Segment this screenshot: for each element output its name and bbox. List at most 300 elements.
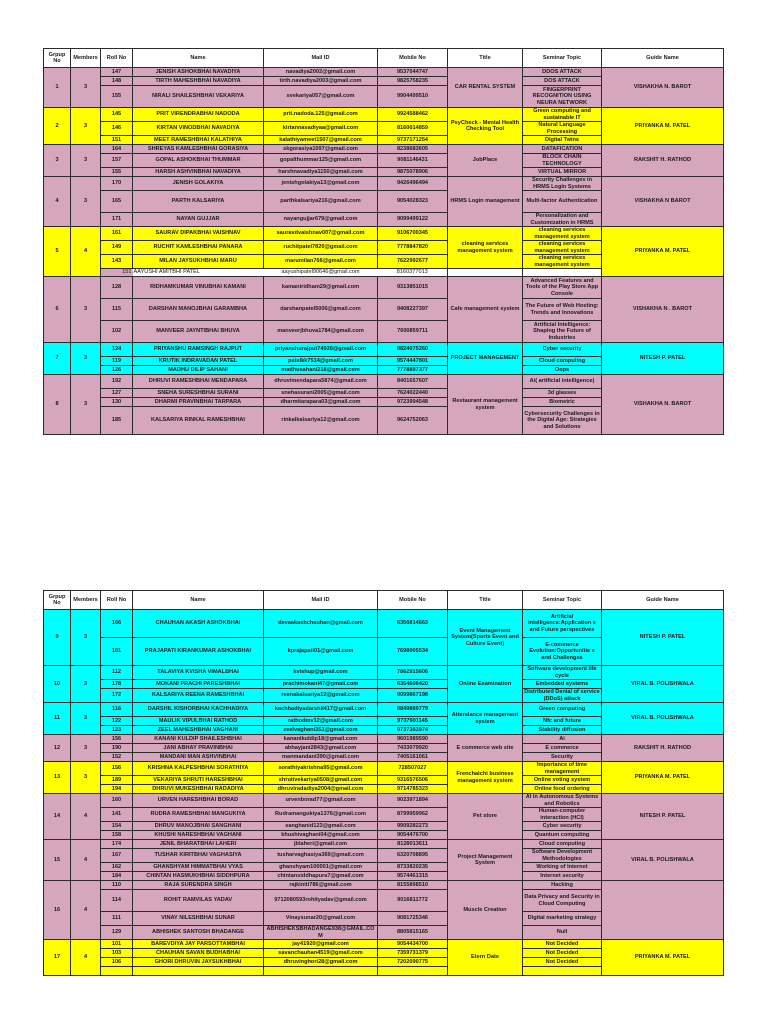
row-mail: snehasurani2005@gmail.com <box>264 389 378 398</box>
group-members: 4 <box>71 940 101 976</box>
row-topic: Software Development Methodologies <box>523 849 602 863</box>
header-mobile: Mobile No <box>378 49 448 68</box>
row-roll: 115 <box>101 299 133 321</box>
row-mobile: 7778847820 <box>378 241 448 255</box>
group-title: Restaurant management system <box>448 375 523 435</box>
group-guide <box>602 881 724 940</box>
row-name: KRISHNA KALPESHBHAI SORATHIYA <box>133 762 264 776</box>
row-topic: Natural Language Processing <box>523 122 602 136</box>
row-mobile: 9574447801 <box>378 357 448 366</box>
row-name: GHORI DHRUVIN JAYSUKHBHAI <box>133 958 264 967</box>
row-mail: reenakalsariya12@gmail.com <box>264 689 378 703</box>
row-roll: 127 <box>101 389 133 398</box>
group-number: 7 <box>44 343 71 375</box>
row-roll: 141 <box>101 808 133 822</box>
group-title: PsyCheck - Mental Health Checking Tool <box>448 108 523 145</box>
row-mail: patelkk7514@gmail.com <box>264 357 378 366</box>
group-number: 16 <box>44 881 71 940</box>
group-number: 1 <box>44 68 71 108</box>
row-topic: Importance of time management <box>523 762 602 776</box>
row-roll: 167 <box>101 849 133 863</box>
group-guide: NITESH P. PATEL <box>602 610 724 666</box>
row-mail: ruchitpatel7820@gmail.com <box>264 241 378 255</box>
header-topic: Seminar Topic <box>523 591 602 610</box>
row-topic: BLOCK CHAIN TECHNOLOGY <box>523 154 602 168</box>
row-name: KHUSHI NARESHBHAI VAGHANI <box>133 831 264 840</box>
row-mobile: 9737901145 <box>378 717 448 726</box>
row-topic: Online voting system <box>523 776 602 785</box>
row-name: CHINTAN HASMUKHBHAI SIDDHPURA <box>133 872 264 881</box>
row-topic: 3d glasses <box>523 389 602 398</box>
row-topic: Security <box>523 753 602 762</box>
group-title: Event Management System(Sports Event and Culture Event) <box>448 610 523 666</box>
row-name: DARSHIL KISHORBHAI KACHHADIYA <box>133 703 264 717</box>
row-mail: jblaheri@gmail.com <box>264 840 378 849</box>
row-topic: Not Decided <box>523 949 602 958</box>
row-topic: Personalization and Customization in HRMS <box>523 213 602 227</box>
row-name: AAYUSHI AMITBHI PATEL <box>133 269 201 276</box>
row-name: SHREYAS KAMLESHBHAI GORASIYA <box>133 145 264 154</box>
group-title: Etern Date <box>448 940 523 976</box>
table-row <box>44 177 724 191</box>
row-mail: manveerjbhuva1784@gmail.com <box>264 321 378 343</box>
row-mail: savanchauhan4519@gmail.com <box>264 949 378 958</box>
row-topic: FINGERPRINT RECOGNITION USING NEURA NETWORK <box>523 86 602 108</box>
group-members: 3 <box>71 703 101 735</box>
row-mobile: 7359731379 <box>378 949 448 958</box>
row-roll: 151 <box>101 269 133 277</box>
row-name: KIRTAN VINODBHAI NAVADIYA <box>133 122 264 136</box>
row-roll: 171 <box>101 213 133 227</box>
row-topic: Stability diffusion <box>523 726 602 735</box>
row-name: MILAN JAYSUKHBHAI MARU <box>133 255 264 269</box>
row-topic: Working of Internet <box>523 863 602 872</box>
row-mobile: 9016811772 <box>378 890 448 912</box>
row-topic: Advanced Features and Tools of the Play Store App Console <box>523 277 602 299</box>
group-number: 4 <box>44 177 71 227</box>
row-mobile: 8128013611 <box>378 840 448 849</box>
group-members: 3 <box>71 666 101 703</box>
group-number: 12 <box>44 735 71 762</box>
row-name: DHRUV MANOJBHAI SANGHANI <box>133 822 264 831</box>
group-title: PROJECT MANAGEMENT <box>448 343 523 375</box>
row-mobile: 7862915606 <box>378 666 448 680</box>
row-topic: cleaning services management system <box>523 227 602 241</box>
table-row <box>44 703 724 717</box>
row-name: MANVEER JAYNTIBHAI BHUVA <box>133 321 264 343</box>
row-topic: DATAFICATION <box>523 145 602 154</box>
row-name: TIRTH MAHESHBHAI NAVADIYA <box>133 77 264 86</box>
header-topic: Seminar Topic <box>523 49 602 68</box>
row-name: URVEN HARESHBHAI BORAD <box>133 794 264 808</box>
row-mobile: 9824075260 <box>378 343 448 357</box>
row-mail: sauravdvaishnav007@gmail.com <box>264 227 378 241</box>
row-mail: gopalthummar125@gmail.com <box>264 154 378 168</box>
row-name <box>133 967 264 976</box>
header-mail: Mail ID <box>264 49 378 68</box>
row-mobile: 9054434700 <box>378 940 448 949</box>
group-members: 3 <box>71 343 101 375</box>
row-mail: kamaniridham29@gmail.com <box>264 277 378 299</box>
row-mobile: 9081146431 <box>378 154 448 168</box>
row-mail: 9712080593rohityadav@gmail.com <box>264 890 378 912</box>
row-mail: nayangujjar679@gmail.com <box>264 213 378 227</box>
row-roll: 112 <box>101 666 133 680</box>
row-topic: Internet security <box>523 872 602 881</box>
row-name: CHAUHAN AKASH ASHOKBHAI <box>133 610 264 638</box>
group-number: 14 <box>44 794 71 840</box>
header-name: Name <box>133 49 264 68</box>
row-name: DHRUVI RAMESHBHAI MENDAPARA <box>133 375 264 389</box>
group-title: cleaning services management system <box>448 227 523 269</box>
row-mail: aayushipatel90646@gmail.com <box>281 269 360 276</box>
row-topic: Cyber security <box>523 822 602 831</box>
row-mail: ghanshyam100001@gmail.com <box>264 863 378 872</box>
row-roll: 156 <box>101 735 133 744</box>
row-name: NIRALI SHAILESHBHAI VEKARIYA <box>133 86 264 108</box>
group-title: Online Examination <box>448 666 523 703</box>
table-row <box>44 666 724 680</box>
table-row <box>44 881 724 890</box>
group-title: Frenchaichi business management system <box>448 762 523 794</box>
group-number: 2 <box>44 108 71 145</box>
group-guide: VISHAKHA N BAROT <box>602 177 724 227</box>
row-topic: Embedded systems <box>523 680 602 689</box>
row-name: JENIL BHARATBHAI LAHERI <box>133 840 264 849</box>
row-mail: kprajapati01@gmail.com <box>264 638 378 666</box>
row-roll: 147 <box>101 68 133 77</box>
row-topic: Hacking <box>523 881 602 890</box>
row-mail: abhayjani2843@gmail.com <box>264 744 378 753</box>
group-guide: VISHAKHA N . BAROT <box>602 277 724 343</box>
row-topic: E commerce <box>523 744 602 753</box>
row-mobile: 8155898510 <box>378 881 448 890</box>
row-mobile: 9723994548 <box>378 398 448 407</box>
group-members: 4 <box>71 227 101 277</box>
group-members: 4 <box>71 794 101 840</box>
row-name: RUDRA RAMESHBHAI MANGUKIYA <box>133 808 264 822</box>
row-mobile: 9099499122 <box>378 213 448 227</box>
group-number: 15 <box>44 840 71 881</box>
row-name: DARSHAN MANOJBHAI GARAMBHA <box>133 299 264 321</box>
header-title: Title <box>448 591 523 610</box>
row-mail: prachimokani47@gmail.com <box>264 680 378 689</box>
row-mail: dhruviradadiya2004@gmail.com <box>264 785 378 794</box>
row-mobile: 8799959962 <box>378 808 448 822</box>
row-mobile: 9624752063 <box>378 407 448 435</box>
group-guide: PRIYANKA M. PATEL <box>602 108 724 145</box>
row-roll: 130 <box>101 398 133 407</box>
row-mobile: 9023971894 <box>378 794 448 808</box>
table-row <box>44 840 724 849</box>
row-name: ZEEL MAHESHBHAI VAGHANI <box>133 726 264 735</box>
row-mobile: 7778897377 <box>378 366 448 375</box>
row-name: HARSH ASHVINBHAI NAVADIYA <box>133 168 264 177</box>
row-name: PRIT VIRENDRABHAI NADODA <box>133 108 264 122</box>
group-title: CAR RENTAL SYSTEM <box>448 68 523 108</box>
row-mail: rinkalkalsariya12@gmail.com <box>264 407 378 435</box>
row-mobile: 9737383974 <box>378 726 448 735</box>
group-guide: PRIYANKA M. PATEL <box>602 762 724 794</box>
table-row <box>44 68 724 77</box>
row-name: MAULIK VIPULBHAI RATHOD <box>133 717 264 726</box>
row-mobile: 9537044747 <box>378 68 448 77</box>
groups-table-2 <box>43 590 724 976</box>
row-roll: 155 <box>101 168 133 177</box>
row-roll: 160 <box>101 794 133 808</box>
groups-table-1 <box>43 48 724 435</box>
row-roll <box>101 967 133 976</box>
row-name: ROHIT RAMVILAS YADAV <box>133 890 264 912</box>
row-topic: Cloud computing <box>523 840 602 849</box>
row-mail: madhusahani218@gmail.com <box>264 366 378 375</box>
row-roll: 129 <box>101 926 133 940</box>
row-roll: 110 <box>101 881 133 890</box>
row-mail: sanghanid123@gmail.com <box>264 822 378 831</box>
row-roll: 174 <box>101 840 133 849</box>
group-number: 3 <box>44 145 71 177</box>
row-mobile: 9313851015 <box>378 277 448 299</box>
row-roll: 152 <box>101 753 133 762</box>
row-name: PARTH KALSARIYA <box>133 191 264 213</box>
row-mail: Vinaysunar20@gmail.com <box>264 912 378 926</box>
row-name: RIDHAMKUMAR VINUBHAI KAMANI <box>133 277 264 299</box>
group-members: 3 <box>71 108 101 145</box>
row-topic: Cybersecurity Challenges in the Digital Age: Strategies and Solutions <box>523 407 602 435</box>
row-roll: 156 <box>101 762 133 776</box>
row-mobile: 8733820235 <box>378 863 448 872</box>
header-roll: Roll No <box>101 591 133 610</box>
group-guide: VISHAKHA N. BAROT <box>602 375 724 435</box>
row-name: MANDANI MAN ASHVINBHAI <box>133 753 264 762</box>
row-roll: 122 <box>101 717 133 726</box>
row-topic: DOS ATTACK <box>523 77 602 86</box>
row-name: TALAVIYA KVISHA VIMALBHAI <box>133 666 264 680</box>
row-topic: Oops <box>523 366 602 375</box>
header-group: Grpup No <box>44 49 71 68</box>
group-title: Muscle Creation <box>448 881 523 940</box>
row-mobile: 9875078906 <box>378 168 448 177</box>
row-name: JENISH ASHOKBHAI NAVADIYA <box>133 68 264 77</box>
row-roll: 194 <box>101 785 133 794</box>
row-name: RAJA SURENDRA SINGH <box>133 881 264 890</box>
row-name: KANANI KULDIP SHAILESHBHAI <box>133 735 264 744</box>
row-mobile <box>378 967 448 976</box>
row-topic: Artificial Intelligence: Shaping the Future of Industries <box>523 321 602 343</box>
row-topic: Software development life cycle <box>523 666 602 680</box>
table-row <box>44 762 724 776</box>
row-mobile: 8805815165 <box>378 926 448 940</box>
row-topic: Ai( artificial intelligence) <box>523 375 602 389</box>
row-mobile: 7202090775 <box>378 958 448 967</box>
row-mobile: 7622992677 <box>378 255 448 269</box>
row-mobile: 9924588462 <box>378 108 448 122</box>
table-row <box>44 735 724 744</box>
row-topic: Null <box>523 926 602 940</box>
row-mobile: 9904499510 <box>378 86 448 108</box>
row-mobile: 7698005534 <box>378 638 448 666</box>
row-topic: Digital Twins <box>523 136 602 145</box>
header-members: Members <box>71 591 101 610</box>
row-mail: khushivaghani04@gmail.com <box>264 831 378 840</box>
row-mobile: 9106700345 <box>378 227 448 241</box>
row-mobile: 8238683605 <box>378 145 448 154</box>
group-number: 13 <box>44 762 71 794</box>
row-roll: 178 <box>101 680 133 689</box>
group-title: Pet store <box>448 794 523 840</box>
header-guide: Guide Name <box>602 49 724 68</box>
row-topic: Cyber security <box>523 343 602 357</box>
row-roll: 145 <box>101 108 133 122</box>
group-title: JobPlace <box>448 145 523 177</box>
row-roll: 164 <box>101 145 133 154</box>
row-mobile: 9601989590 <box>378 735 448 744</box>
row-mail: manmandani390@gmail.com <box>264 753 378 762</box>
row-mobile: 9081725346 <box>378 912 448 926</box>
row-topic: Data Privacy and Security in Cloud Computing <box>523 890 602 912</box>
header-row <box>44 49 724 68</box>
row-mobile: 728507027 <box>378 762 448 776</box>
row-mail: darshanpatel5006@gmail.com <box>264 299 378 321</box>
row-mail: prit.nadoda.125@gmail.com <box>264 108 378 122</box>
row-mail: parthkalsariya216@gmail.com <box>264 191 378 213</box>
row-mobile: 9099867198 <box>378 689 448 703</box>
row-mail: kirtannavadiyaa@gmail.com <box>264 122 378 136</box>
row-mail: kalathiyameet1507@gmail.com <box>264 136 378 145</box>
group-number: 11 <box>44 703 71 735</box>
row-roll: 148 <box>101 77 133 86</box>
row-name: DHARMI PRAVINBHAI TARPARA <box>133 398 264 407</box>
row-topic: Ai <box>523 735 602 744</box>
row-mail: skgorasiya1097@gmail.com <box>264 145 378 154</box>
row-roll: 158 <box>101 831 133 840</box>
group-title: E commerce web site <box>448 735 523 762</box>
row-topic: Green computing <box>523 703 602 717</box>
header-title: Title <box>448 49 523 68</box>
group-members: 3 <box>71 68 101 108</box>
row-roll: 151 <box>101 136 133 145</box>
row-name: CHAUHAN SAVAN BUDHABHAI <box>133 949 264 958</box>
table-row <box>44 375 724 389</box>
group-guide: VIRAL B. POLISHWALA <box>602 703 724 735</box>
row-mobile: 7433079920 <box>378 744 448 753</box>
row-roll: 146 <box>101 122 133 136</box>
row-mail: kachhadiyadarshil417@gmail.com <box>264 703 378 717</box>
row-name: TUSHAR KIRITBHAI VAGHASIYA <box>133 849 264 863</box>
row-roll: 172 <box>101 689 133 703</box>
row-topic: cleaning services management system <box>523 255 602 269</box>
group-number: 6 <box>44 277 71 343</box>
group-title: Attendance management system <box>448 703 523 735</box>
table-row <box>44 610 724 638</box>
row-name: PRIYANSHU RAMSINGH RAJPUT <box>133 343 264 357</box>
row-mail: priyanshurajput74920@gmail.com <box>264 343 378 357</box>
group-guide: RAKSHIT H. RATHOD <box>602 735 724 762</box>
row-topic: Security Challenges in HRMS Login Systems <box>523 177 602 191</box>
row-topic: Biometric <box>523 398 602 407</box>
header-mobile: Mobile No <box>378 591 448 610</box>
group-number: 17 <box>44 940 71 976</box>
row-roll: 119 <box>101 357 133 366</box>
table-row <box>44 277 724 299</box>
header-row <box>44 591 724 610</box>
row-mail: jenishgolakiya13@gmail.com <box>264 177 378 191</box>
table-row <box>44 145 724 154</box>
row-mobile: 9825758235 <box>378 77 448 86</box>
row-roll: 157 <box>101 154 133 168</box>
row-topic: Not Decided <box>523 958 602 967</box>
row-mail: svekariya057@gmail.com <box>264 86 378 108</box>
groups-table-1-body <box>44 68 724 435</box>
row-mobile: 6354606420 <box>378 680 448 689</box>
row-name: GHANSHYAM HIMMATBHAI VYAS <box>133 863 264 872</box>
row-name: RUCHIT KAMLESHBHAI PANARA <box>133 241 264 255</box>
row-name: VINAY NILESHBHAI SUNAR <box>133 912 264 926</box>
group-members: 3 <box>71 177 101 227</box>
row-roll: 165 <box>101 191 133 213</box>
row-topic: E-commerce Evolution:Opportunitie s and Challenges <box>523 638 602 666</box>
row-roll: 126 <box>101 366 133 375</box>
group-members: 3 <box>71 610 101 666</box>
row-topic: VIRTUAL MIRROR <box>523 168 602 177</box>
row-roll: 123 <box>101 726 133 735</box>
group-members: 3 <box>71 145 101 177</box>
group-members: 3 <box>71 277 101 343</box>
row-name: KALSARIYA REENA RAMESHBHAI <box>133 689 264 703</box>
row-topic: Green computing and sustainable IT <box>523 108 602 122</box>
group-guide: VIRAL B. POLISHWALA <box>602 666 724 703</box>
row-roll: 190 <box>101 744 133 753</box>
row-roll: 111 <box>101 912 133 926</box>
header-group: Grpup No <box>44 591 71 610</box>
row-roll: 154 <box>101 822 133 831</box>
header-roll: Roll No <box>101 49 133 68</box>
row-mail: dhruvinghori28@gmail.com <box>264 958 378 967</box>
row-mail: urvenborad77@gmail.com <box>264 794 378 808</box>
group-members: 4 <box>71 881 101 940</box>
row-roll: 103 <box>101 949 133 958</box>
row-mail: Rudramangukiya1376@gmail.com <box>264 808 378 822</box>
row-roll: 192 <box>101 375 133 389</box>
row-topic: cleaning services management system <box>523 241 602 255</box>
row-mobile: 8160377013 <box>396 269 428 276</box>
row-mobile: 9408227397 <box>378 299 448 321</box>
row-mobile: 7405161061 <box>378 753 448 762</box>
row-topic: Human-computer interaction (HCI) <box>523 808 602 822</box>
group-members: 3 <box>71 375 101 435</box>
row-roll: 166 <box>101 610 133 638</box>
group-number: 5 <box>44 227 71 277</box>
row-mobile: 8401657607 <box>378 375 448 389</box>
row-mobile: 9426496494 <box>378 177 448 191</box>
row-name: SAURAV DIPAKBHAI VAISHNAV <box>133 227 264 241</box>
row-roll: 143 <box>101 255 133 269</box>
row-topic: Digital marketing strategy <box>523 912 602 926</box>
row-name: JANI ABHAY PRAVINBHAI <box>133 744 264 753</box>
group-title: Project Management System <box>448 840 523 881</box>
row-roll: 102 <box>101 321 133 343</box>
row-mail: dhruvimendapara5874@gmail.com <box>264 375 378 389</box>
row-mail: kananikuldip18@gmail.com <box>264 735 378 744</box>
row-mail: dharmitarapara03@gmail.com <box>264 398 378 407</box>
row-mail: tusharvaghasiya369@gmail.com <box>264 849 378 863</box>
row-topic <box>448 269 523 277</box>
row-roll: 128 <box>101 277 133 299</box>
group-guide: RAKSHIT H. RATHOD <box>602 145 724 177</box>
row-mobile: 9737171254 <box>378 136 448 145</box>
row-roll: 181 <box>101 638 133 666</box>
row-topic: Cloud computing <box>523 357 602 366</box>
